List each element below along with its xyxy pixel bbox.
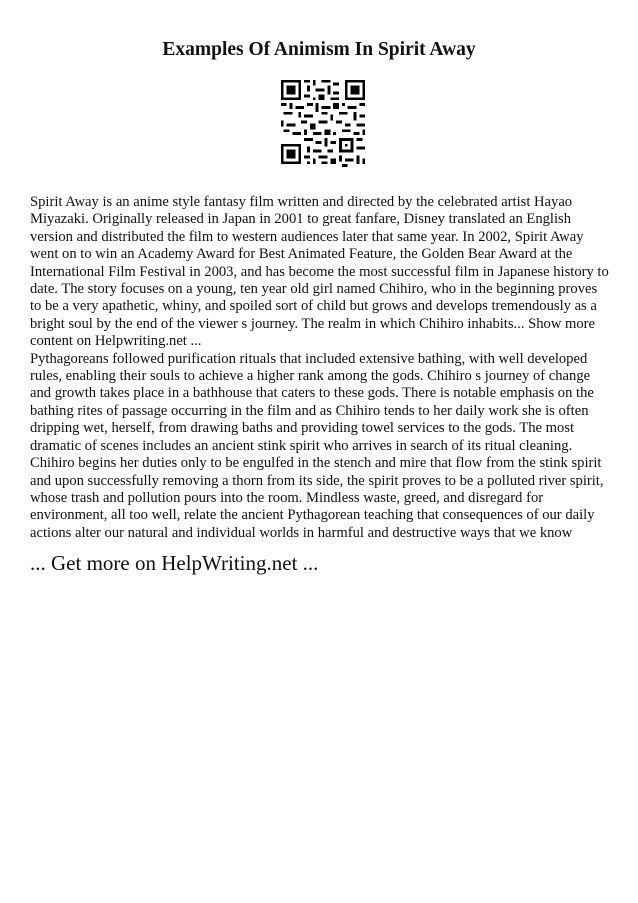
- qr-code-icon: [275, 74, 371, 170]
- document-body: [30, 194, 610, 542]
- qr-code-graphic: [275, 74, 371, 170]
- get-more-link[interactable]: ... Get more on HelpWriting.net ...: [30, 551, 319, 575]
- paragraph: Spirit Away is an anime style fantasy film written and directed by the celebrated artist Hayao Miyazaki. Originally released in Japan in 2001 to great fanfare, Disney translated an English version and distributed the film to western audiences later that same year. In 2002, Spirit Away went on to win an Academy Award for Best Animated Feature, the Golden Bear Award at the International Film Festival in 2003, and has become the most successful film in Japanese history to date. The story focuses on a young, ten year old girl named Chihiro, who in the beginning proves to be a very apathetic, whiny, and spoiled sort of child but grows and develops tremendously as a bright soul by the end of the viewer s journey. The realm in which Chihiro inhabits... Show more content on Helpwriting.net ...: [30, 194, 609, 350]
- document-title: Examples Of Animism In Spirit Away: [162, 39, 476, 60]
- paragraph: Pythagoreans followed purification rituals that included extensive bathing, with well developed rules, enabling their souls to achieve a higher rank among the gods. Chihiro s journey of change and growth takes place in a bathhouse that caters to these gods. There is notable emphasis on the bathing rites of passage occurring in the film and as Chihiro tends to her daily work she is often dripping wet, herself, from drawing baths and providing towel services to the gods. The most dramatic of scenes includes an ancient stink spirit who arrives in search of its ritual cleaning. Chihiro begins her duties only to be engulfed in the stench and mire that flow from the stink spirit and upon successfully removing a thorn from its side, the spirit proves to be a polluted river spirit, whose trash and pollution pours into the room. Mindless waste, greed, and disregard for environment, all too well, relate the ancient Pythagorean teaching that consequences of our daily actions alter our natural and individual worlds in harmful and destructive ways that we know: [30, 350, 604, 541]
